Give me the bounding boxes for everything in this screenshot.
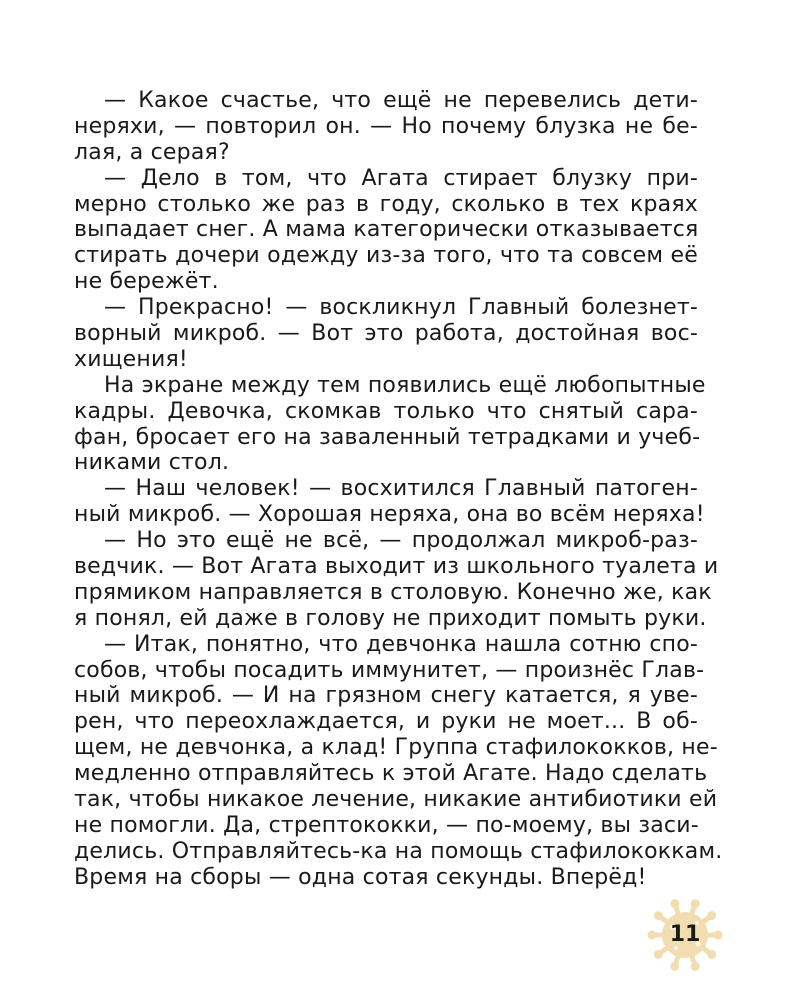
text-line: ведчик. — Вот Агата выходит из школьного туалета и bbox=[74, 554, 719, 580]
text-line: щем, не девчонка, а клад! Группа стафилококков, не- bbox=[74, 735, 718, 761]
text-line: не бережёт. bbox=[74, 269, 219, 295]
text-line: ворный микроб. — Вот это работа, достойная вос- bbox=[74, 321, 698, 347]
text-line: делись. Отправляйтесь-ка на помощь стафилококкам. bbox=[74, 838, 723, 864]
text-line: мерно столько же раз в году, сколько в тех краях bbox=[74, 191, 698, 217]
text-line: выпадает снег. А мама категорически отказывается bbox=[74, 217, 699, 243]
page-text bbox=[74, 88, 723, 891]
text-line: — Дело в том, что Агата стирает блузку при- bbox=[104, 165, 698, 191]
text-line: так, чтобы никакое лечение, никакие антибиотики ей bbox=[74, 787, 718, 813]
text-line: прямиком направляется в столовую. Конечно же, как bbox=[74, 579, 712, 605]
text-line: медленно отправляйтесь к этой Агате. Надо сделать bbox=[74, 761, 708, 787]
text-line: стирать дочери одежду из-за того, что та совсем её bbox=[74, 243, 698, 269]
text-line: рен, что переохлаждается, и руки не моет... В об- bbox=[74, 709, 698, 735]
text-line: — Итак, понятно, что девчонка нашла сотню спо- bbox=[104, 631, 698, 657]
text-line: хищения! bbox=[74, 346, 188, 372]
text-line: кадры. Девочка, скомкав только что снятый сара- bbox=[74, 398, 698, 424]
text-line: неряхи, — повторил он. — Но почему блузка не бе- bbox=[74, 113, 698, 139]
text-line: — Наш человек! — восхитился Главный патоген- bbox=[104, 476, 698, 502]
text-line: — Прекрасно! — воскликнул Главный болезнет- bbox=[104, 295, 698, 321]
text-line: — Но это ещё не всё, — продолжал микроб-раз- bbox=[104, 528, 698, 554]
text-line: ный микроб. — И на грязном снегу катается, я уве- bbox=[74, 683, 698, 709]
text-line: я понял, ей даже в голову не приходит помыть руки. bbox=[74, 605, 707, 631]
text-line: — Какое счастье, что ещё не перевелись дети- bbox=[104, 88, 698, 113]
text-line: ный микроб. — Хорошая неряха, она во всём неряха! bbox=[74, 502, 705, 528]
text-line: лая, а серая? bbox=[74, 139, 230, 165]
text-line: не помогли. Да, стрептококки, — по-моему, вы заси- bbox=[74, 812, 699, 838]
text-line: собов, чтобы посадить иммунитет, — произнёс Глав- bbox=[74, 657, 705, 683]
text-line: На экране между тем появились ещё любопытные bbox=[104, 372, 706, 398]
text-line: никами стол. bbox=[74, 450, 230, 476]
text-line: Время на сборы — одна сотая секунды. Вперёд! bbox=[74, 864, 647, 890]
page-number: 11 bbox=[669, 922, 701, 947]
page-number-badge bbox=[647, 897, 723, 973]
text-line: фан, бросает его на заваленный тетрадками и учеб- bbox=[74, 424, 701, 450]
